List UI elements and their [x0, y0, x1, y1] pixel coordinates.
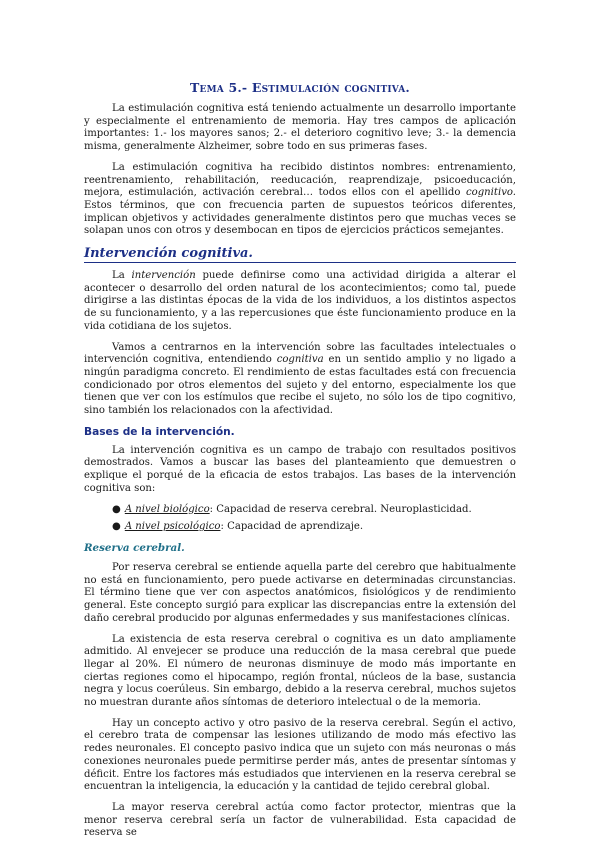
- list-item: ● A nivel biológico: Capacidad de reserva cerebral. Neuroplasticidad.: [112, 503, 472, 515]
- title-prefix: Tema 5.-: [190, 80, 252, 95]
- reserva-paragraph-1: Por reserva cerebral se entiende aquella parte del cerebro que habitualmente no está en funcionamiento, pero puede activarse en determinadas circunstancias. El término tiene que ver con aspectos anatómicos, fisiológicos y de rendimiento general. Este concepto surgió para explicar las discrepancias entre la extensión del daño cerebral producido por algunas enfermedades y sus manifestaciones clínicas.: [84, 561, 516, 624]
- intro-paragraph-2: La estimulación cognitiva ha recibido distintos nombres: entrenamiento, reentrenamiento, rehabilitación, reeducación, reaprendizaje, psicoeducación, mejora, estimulación, activación cerebral… todos ellos con el apellido cognitivo. Estos términos, que con frecuencia parten de supuestos teóricos diferentes, implican objetivos y actividades generalmente distintos pero que muchas veces se solapan unos con otros y desembocan en tipos de ejercicios prácticos semejantes.: [84, 161, 516, 237]
- intervencion-paragraph-2: Vamos a centrarnos en la intervención sobre las facultades intelectuales o intervención cognitiva, entendiendo cognitiva en un sentido amplio y no ligado a ningún paradigma concreto. El rendimiento de estas facultades está con frecuencia condicionado por otros elementos del sujeto y del entorno, especialmente los que tienen que ver con los estímulos que recibe el sujeto, no sólo los de tipo cognitivo, sino también los relacionados con la afectividad.: [84, 341, 516, 417]
- bases-paragraph: La intervención cognitiva es un campo de trabajo con resultados positivos demostrados. Vamos a buscar las bases del planteamiento que demuestren o explique el porqué de la eficacia de estos trabajos. Las bases de la intervención cognitiva son:: [84, 444, 516, 494]
- document-page: [84, 80, 516, 848]
- title-main: Estimulación cognitiva.: [251, 80, 410, 95]
- bullet-icon: ●: [112, 503, 121, 515]
- bases-list: [84, 504, 516, 534]
- reserva-paragraph-4: La mayor reserva cerebral actúa como factor protector, mientras que la menor reserva cerebral sería un factor de vulnerabilidad. Esta capacidad de reserva se: [84, 801, 516, 839]
- intervencion-paragraph-1: La intervención puede definirse como una actividad dirigida a alterar el acontecer o desarrollo del orden natural de los acontecimientos; como tal, puede dirigirse a las distintas épocas de la vida de los individuos, a los distintos aspectos de su funcionamiento, y a las repercusiones que éste funcionamiento produce en la vida cotidiana de los sujetos.: [84, 270, 517, 332]
- subsection-heading-reserva: Reserva cerebral.: [84, 541, 185, 554]
- reserva-paragraph-2: La existencia de esta reserva cerebral o cognitiva es un dato ampliamente admitido. Al envejecer se produce una reducción de la masa cerebral que puede llegar al 20%. El número de neuronas disminuye de modo más importante en ciertas regiones como el hipocampo, región frontal, núcleos de la base, sustancia negra y locus coerúleus. Sin embargo, debido a la reserva cerebral, muchos sujetos no muestran durante años síntomas de deterioro intelectual o de la memoria.: [84, 633, 516, 709]
- subsection-heading-bases: Bases de la intervención.: [84, 425, 235, 438]
- list-item: ● A nivel psicológico: Capacidad de aprendizaje.: [112, 521, 364, 533]
- intro-paragraph: La estimulación cognitiva está teniendo actualmente un desarrollo importante y especialmente el entrenamiento de memoria. Hay tres campos de aplicación importantes: 1.- los mayores sanos; 2.- el deterioro cognitivo leve; 3.- la demencia misma, generalmente Alzheimer, sobre todo en sus primeras fases.: [84, 103, 516, 153]
- bullet-icon: ●: [112, 521, 121, 533]
- reserva-paragraph-3: Hay un concepto activo y otro pasivo de la reserva cerebral. Según el activo, el cerebro trata de compensar las lesiones utilizando de modo más efectivo las redes neuronales. El concepto pasivo indica que un sujeto con más neuronas o más conexiones neuronales puede permitirse perder más, antes de presentar síntomas y déficit. Entre los factores más estudiados que intervienen en la reserva cerebral se encuentran la inteligencia, la educación y la cantidad de tejido cerebral global.: [84, 717, 516, 793]
- document-title: [84, 80, 516, 95]
- section-heading-intervencion: Intervención cognitiva.: [84, 246, 516, 263]
